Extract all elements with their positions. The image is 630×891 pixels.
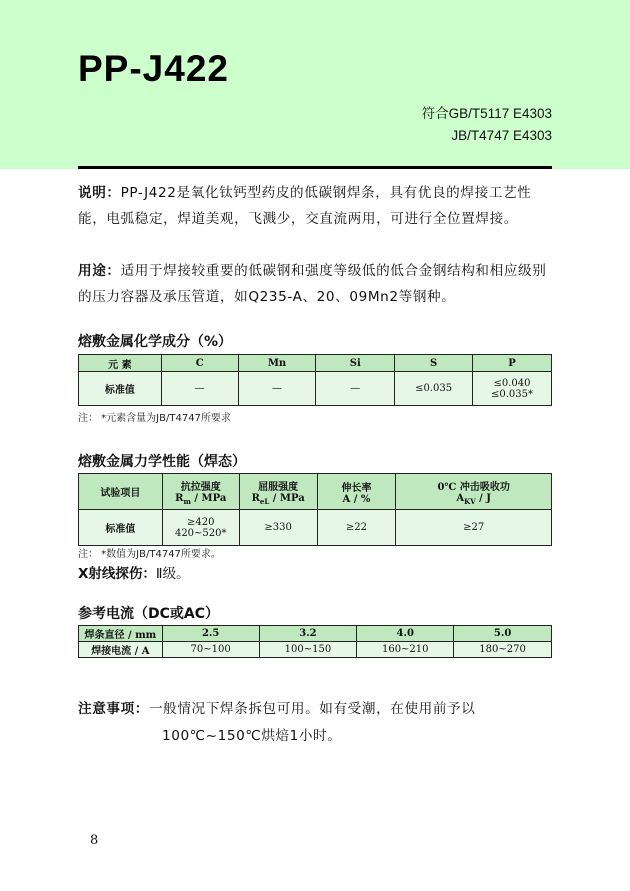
notice-paragraph xyxy=(78,696,552,750)
tensile-value-cell xyxy=(162,510,239,546)
mechanical-note: 注： *数值为JB/T4747所要求。 xyxy=(78,549,221,560)
current-amperage-row xyxy=(79,642,552,658)
elongation-header-text: 伸长率 xyxy=(341,482,372,494)
notice-label: 注意事项： xyxy=(78,701,149,717)
xray-label: X射线探伤： xyxy=(78,566,156,582)
yield-header-unit: $R_{eL}$ / MPa xyxy=(251,492,305,506)
tensile-header-text: 抗拉强度 xyxy=(180,481,221,493)
current-section-title: 参考电流（DC或AC） xyxy=(78,606,220,622)
amperage-row-label: 焊接电流 / A xyxy=(79,642,163,658)
current-diameter-row xyxy=(79,626,552,642)
mechanical-header-impact xyxy=(396,474,552,510)
p-value-2: ≤0.035* xyxy=(491,388,534,400)
usage-paragraph xyxy=(78,258,552,310)
page-number: 8 xyxy=(90,833,99,848)
impact-value-cell: ≥27 xyxy=(396,510,552,546)
mechanical-section-title: 熔敷金属力学性能（焊态） xyxy=(78,454,246,470)
header-rule xyxy=(78,166,552,169)
mechanical-header-yield xyxy=(239,474,317,510)
chemical-table xyxy=(78,354,552,406)
tensile-header-unit: $R_m$ / MPa xyxy=(175,492,227,506)
description-label: 说明： xyxy=(78,185,121,201)
tensile-value-1: ≥420 xyxy=(187,516,215,528)
notice-line-2: 100℃~150℃烘焙1小时。 xyxy=(162,728,342,744)
product-title: PP-J422 xyxy=(78,48,229,89)
yield-value-cell: ≥330 xyxy=(239,510,317,546)
mechanical-row-label: 标准值 xyxy=(79,510,163,546)
diameter-cell: 2.5 xyxy=(162,626,259,642)
description-paragraph xyxy=(78,180,552,232)
description-text: PP-J422是氧化钛钙型药皮的低碳钢焊条，具有优良的焊接工艺性能，电弧稳定，焊道美观，飞溅少，交直流两用，可进行全位置焊接。 xyxy=(78,185,532,227)
chemical-value-cell: — xyxy=(316,372,395,406)
amperage-cell: 70~100 xyxy=(162,642,259,658)
chemical-section-title: 熔敷金属化学成分（%） xyxy=(78,334,233,350)
chemical-header-cell: Mn xyxy=(238,355,316,372)
mechanical-header-row xyxy=(79,474,552,510)
chemical-header-cell: 元 素 xyxy=(79,355,162,372)
chemical-value-row xyxy=(79,372,552,406)
p-value-1: ≤0.040 xyxy=(493,377,531,389)
yield-header-text: 屈服强度 xyxy=(258,481,299,493)
chemical-note: 注： *元素含量为JB/T4747所要求 xyxy=(78,413,231,424)
mechanical-header-elongation xyxy=(317,474,396,510)
chemical-header-cell: Si xyxy=(316,355,395,372)
chemical-row-label: 标准值 xyxy=(79,372,162,406)
diameter-cell: 5.0 xyxy=(454,626,552,642)
diameter-cell: 4.0 xyxy=(357,626,454,642)
impact-header-text: 0℃ 冲击吸收功 xyxy=(437,481,510,493)
current-table xyxy=(78,625,552,658)
chemical-header-cell: S xyxy=(395,355,473,372)
chemical-value-cell: — xyxy=(238,372,316,406)
standard-line-2: JB/T4747 E4303 xyxy=(451,128,552,143)
usage-text: 适用于焊接较重要的低碳钢和强度等级低的低合金钢结构和相应级别的压力容器及承压管道，如Q235-A、20、09Mn2等钢种。 xyxy=(78,263,547,305)
standard-line-1: 符合GB/T5117 E4303 xyxy=(421,106,552,121)
elongation-value-cell: ≥22 xyxy=(317,510,396,546)
chemical-header-row xyxy=(79,355,552,372)
diameter-cell: 3.2 xyxy=(259,626,357,642)
notice-line-1: 一般情况下焊条拆包可用。如有受潮，在使用前予以 xyxy=(148,701,476,717)
mechanical-table xyxy=(78,473,552,546)
amperage-cell: 100~150 xyxy=(259,642,357,658)
xray-value: Ⅱ级。 xyxy=(155,566,190,582)
chemical-p-cell xyxy=(473,372,552,406)
amperage-cell: 160~210 xyxy=(357,642,454,658)
elongation-header-unit: A / % xyxy=(342,493,371,505)
amperage-cell: 180~270 xyxy=(454,642,552,658)
impact-header-unit: $A_{KV}$ / J xyxy=(456,492,491,506)
xray-line xyxy=(78,562,190,582)
mechanical-header-tensile xyxy=(162,474,239,510)
tensile-value-2: 420~520* xyxy=(174,527,227,539)
chemical-value-cell: ≤0.035 xyxy=(395,372,473,406)
diameter-row-label: 焊条直径 / mm xyxy=(79,626,163,642)
mechanical-header-item: 试验项目 xyxy=(79,474,163,510)
chemical-header-cell: C xyxy=(161,355,238,372)
mechanical-value-row xyxy=(79,510,552,546)
chemical-header-cell: P xyxy=(473,355,552,372)
chemical-value-cell: — xyxy=(161,372,238,406)
usage-label: 用途： xyxy=(78,263,121,279)
